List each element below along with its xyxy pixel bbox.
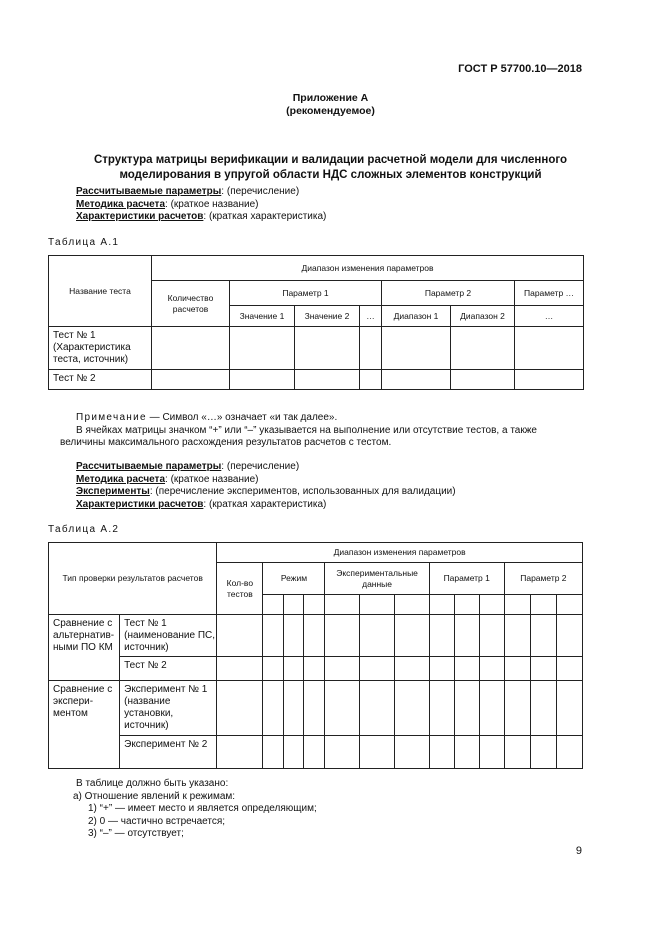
- method-label: Методика расчета: [76, 198, 166, 210]
- method-label: Методика расчета: [76, 473, 166, 485]
- table-header-cell: Параметр 1: [230, 281, 382, 306]
- table-row: [49, 370, 584, 390]
- row-label: Тест № 1 (Характеристика теста, источник): [49, 327, 152, 370]
- characteristics-value: (краткая характеристика): [208, 498, 327, 510]
- list-item: 1) “+” — имеет место и является определяющим;: [88, 803, 317, 814]
- param-value: (перечисление): [226, 461, 300, 472]
- table-header-cell: …: [360, 306, 382, 327]
- table-header-cell: Параметр 2: [382, 281, 515, 306]
- table-row: [49, 736, 583, 769]
- note-label: Примечание: [76, 412, 147, 423]
- table-row: [49, 681, 583, 736]
- table-header-cell: Режим: [263, 563, 325, 595]
- experiments-value: (перечисление экспериментов, использованных для валидации): [155, 486, 456, 497]
- table-a2-caption: Таблица А.2: [48, 524, 120, 535]
- requirements-list: [73, 778, 317, 841]
- table-note: [60, 412, 585, 450]
- standard-number: ГОСТ Р 57700.10—2018: [458, 63, 582, 75]
- parameters-block-2: Рассчитываемые параметры: (перечисление) Методика расчета: (краткое название) Эксперименты: (перечисление экспериментов, использованных для валидации) Характеристики расчетов: (краткая характеристика): [76, 461, 456, 510]
- table-header-cell: Диапазон 1: [382, 306, 451, 327]
- table-header-cell: Диапазон изменения параметров: [217, 543, 583, 563]
- group-label: Сравнение с экспери-ментом: [49, 681, 120, 769]
- list-item: 2) 0 — частично встречается;: [88, 815, 226, 827]
- param-label: Рассчитываемые параметры: [76, 461, 222, 472]
- table-row: [49, 327, 584, 370]
- table-header-cell: Название теста: [49, 256, 152, 327]
- list-item: а) Отношение явлений к режимам:: [73, 790, 236, 802]
- note-text-2: В ячейках матрицы значком “+” или “–” указывается на выполнение или отсутствие тестов, а также величины максимального расхождения результатов расчетов с тестом.: [60, 424, 537, 448]
- param-value: (перечисление): [226, 186, 300, 197]
- section-title: Структура матрицы верификации и валидации расчетной модели для численного моделирования в упругой области НДС сложных элементов конструкций: [93, 154, 568, 181]
- table-a1: [48, 255, 584, 390]
- table-header-cell: …: [515, 306, 584, 327]
- row-label: Тест № 1 (наименование ПС, источник): [120, 615, 217, 657]
- row-label: Тест № 2: [49, 370, 152, 390]
- table-header-cell: Количество расчетов: [152, 281, 230, 327]
- table-header-cell: Параметр 2: [504, 563, 582, 595]
- table-a2: [48, 542, 583, 769]
- method-value: (краткое название): [170, 198, 259, 210]
- list-item: 3) “–” — отсутствует;: [88, 828, 184, 839]
- experiments-label: Эксперименты: [76, 486, 150, 497]
- table-row: [49, 615, 583, 657]
- method-value: (краткое название): [170, 473, 259, 485]
- table-header-cell: Параметр …: [515, 281, 584, 306]
- list-intro: В таблице должно быть указано:: [76, 778, 229, 789]
- row-label: Эксперимент № 2: [120, 736, 217, 769]
- appendix-title: Приложение А: [292, 92, 369, 104]
- page-number: 9: [575, 845, 582, 857]
- table-header-cell: Значение 2: [295, 306, 360, 327]
- table-header-cell: Экспериментальные данные: [325, 563, 429, 595]
- characteristics-label: Характеристики расчетов: [76, 211, 204, 222]
- characteristics-label: Характеристики расчетов: [76, 498, 204, 510]
- table-header-cell: Диапазон изменения параметров: [152, 256, 584, 281]
- table-a1-caption: Таблица А.1: [48, 237, 120, 248]
- row-label: Эксперимент № 1 (название установки, источник): [120, 681, 217, 736]
- table-header-cell: Тип проверки результатов расчетов: [49, 543, 217, 615]
- note-text: — Символ «…» означает «и так далее».: [146, 412, 338, 423]
- table-header-cell: Диапазон 2: [451, 306, 515, 327]
- table-row: [49, 657, 583, 681]
- characteristics-value: (краткая характеристика): [208, 211, 327, 222]
- table-header-cell: Параметр 1: [429, 563, 504, 595]
- table-header-cell: Кол-во тестов: [217, 563, 263, 615]
- param-label: Рассчитываемые параметры: [76, 186, 222, 197]
- appendix-subtitle: (рекомендуемое): [286, 105, 375, 117]
- parameters-block-1: Рассчитываемые параметры: (перечисление) Методика расчета: (краткое название) Характеристики расчетов: (краткая характеристика): [76, 186, 327, 222]
- group-label: Сравнение с альтернатив-ными ПО КМ: [49, 615, 120, 681]
- table-header-cell: Значение 1: [230, 306, 295, 327]
- row-label: Тест № 2: [120, 657, 217, 681]
